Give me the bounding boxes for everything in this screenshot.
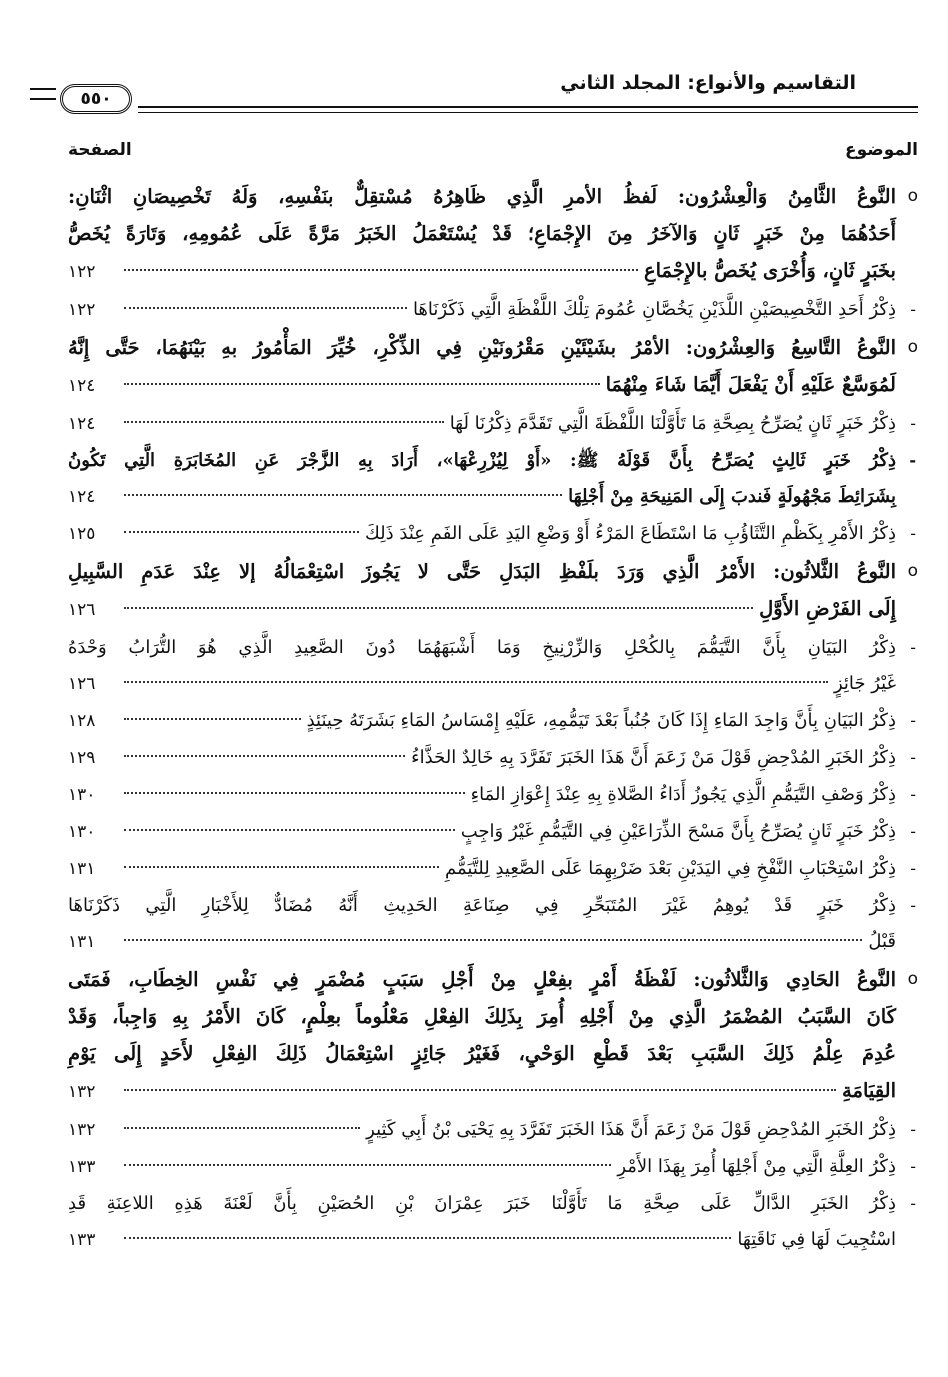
entry-text: ذِكْرُ أَحَدِ التَّخْصِيصَيْنِ اللَّذَيْنِ يَخُصَّانِ عُمُومَ تِلْكَ اللَّفْظَةِ الَّتِي ذَكَرْنَاهَا bbox=[412, 299, 896, 320]
entry-text: ذِكْرُ البَيَانِ بِأَنَّ وَاجِدَ المَاءِ إِذَا كَانَ جُنُباً بَعْدَ تَيَمُّمِهِ، عَلَيْهِ إِمْسَاسُ المَاءِ بَشَرَتَهُ حِينَئِذٍ bbox=[306, 710, 896, 731]
entry-last-line bbox=[68, 1072, 896, 1111]
dot-leader bbox=[124, 530, 359, 533]
dot-leader bbox=[124, 268, 638, 271]
dot-leader bbox=[124, 1163, 611, 1166]
entry-text: قَبْلُ bbox=[868, 931, 896, 952]
column-heading-topic: الموضوع bbox=[845, 140, 918, 160]
entry-page-number: ١٢٢ bbox=[68, 262, 96, 282]
entry-last-line bbox=[68, 924, 896, 960]
dot-leader bbox=[124, 606, 753, 609]
entry-text-line: النَّوعُ الثَّلاثُون: الأَمْرُ الَّذِي وَرَدَ بلَفْظِ البَدَلِ حَتَّى لا يَجُوزَ اسْتِعْمَالُهُ إلا عِنْدَ عَدَمِ السَّبِيلِ bbox=[68, 560, 896, 583]
toc-section-entry bbox=[68, 178, 918, 291]
entry-page-number: ١٣٢ bbox=[68, 1082, 96, 1102]
entry-page-number: ١٢٦ bbox=[68, 600, 96, 620]
circle-bullet-icon: o bbox=[907, 969, 918, 989]
entry-last-line bbox=[68, 406, 896, 442]
entry-last-line bbox=[68, 590, 896, 629]
dash-bullet-icon: - bbox=[910, 524, 916, 543]
entry-page-number: ١٢٤ bbox=[68, 414, 96, 434]
dot-leader bbox=[124, 1088, 836, 1091]
dot-leader bbox=[124, 493, 562, 496]
entry-last-line bbox=[68, 479, 896, 515]
entry-page-number: ١٢٩ bbox=[68, 748, 96, 768]
dash-bullet-icon: - bbox=[910, 785, 916, 804]
entry-page-number: ١٣٣ bbox=[68, 1230, 96, 1250]
column-headings bbox=[0, 140, 948, 170]
entry-text: القِيَامَةِ bbox=[842, 1079, 896, 1102]
dash-bullet-icon: - bbox=[910, 1120, 916, 1139]
entry-last-line bbox=[68, 814, 896, 850]
entry-text-line: أَحَدُهُمَا مِنْ خَبَرٍ ثَانٍ وَالآخَرُ مِنَ الإِجْمَاعِ؛ قَدْ يُسْتَعْمَلُ الخَبَرُ مَرَّةً عَلَى عُمُومِهِ، وَتَارَةً يُخَصُّ bbox=[68, 222, 896, 245]
toc-subentry bbox=[68, 814, 918, 850]
dash-bullet-icon: - bbox=[910, 859, 916, 878]
toc-subentry bbox=[68, 406, 918, 442]
entry-last-line bbox=[68, 1112, 896, 1148]
dot-leader bbox=[124, 754, 405, 757]
entry-page-number: ١٢٢ bbox=[68, 300, 96, 320]
circle-bullet-icon: o bbox=[907, 337, 918, 357]
entry-text-line: النَّوعُ الثَّامِنُ وَالْعِشْرُون: لَفظُ الأمرِ الَّذِي ظَاهِرُهُ مُسْتقِلٌّ بنَفْسِهِ، وَلَهُ تَخْصِيصَانِ اثْنَانِ: bbox=[68, 185, 896, 208]
entry-text: لَمُوَسَّعٌ عَلَيْهِ أَنْ يَفْعَلَ أَيَّمَا شَاءَ مِنْهُمَا bbox=[605, 373, 896, 396]
toc-subentry bbox=[68, 851, 918, 887]
dot-leader bbox=[124, 382, 600, 385]
entry-text: ذِكْرُ خَبَرٍ ثَانٍ يُصَرِّحُ بِأَنَّ مَسْحَ الذِّرَاعَيْنِ فِي التَّيَمُّمِ غَيْرُ وَاجِبٍ bbox=[460, 821, 896, 842]
dash-bullet-icon: - bbox=[910, 1194, 916, 1213]
dot-leader bbox=[124, 680, 828, 683]
entry-text-line: النَّوعُ الحَادِي وَالثَّلاثُون: لَفْظَةُ أَمْرٍ بفِعْلٍ مِنْ أَجْلِ سَبَبٍ مُضْمَرٍ فِي نَفْسِ الخِطَابِ، فَمَتَى bbox=[68, 968, 896, 991]
dash-bullet-icon: - bbox=[910, 711, 916, 730]
toc-section-entry bbox=[68, 961, 918, 1111]
dot-leader bbox=[124, 420, 444, 423]
dash-bullet-icon: - bbox=[910, 300, 916, 319]
dash-bullet-icon: - bbox=[909, 451, 916, 470]
toc-subentry bbox=[68, 443, 918, 515]
dot-leader bbox=[124, 717, 301, 720]
entry-last-line bbox=[68, 666, 896, 702]
entry-page-number: ١٣٠ bbox=[68, 785, 96, 805]
entry-text: غَيْرُ جَائِزٍ bbox=[833, 673, 896, 694]
entry-page-number: ١٣١ bbox=[68, 859, 96, 879]
dot-leader bbox=[124, 938, 862, 941]
toc-subentry bbox=[68, 1186, 918, 1258]
page-header bbox=[0, 62, 948, 122]
entry-text-line: ذِكْرُ خَبَرٍ قَدْ يُوهِمُ غَيْرَ المُتَبَحِّرِ فِي صِنَاعَةِ الحَدِيثِ أَنَّهُ مُضَادٌّ لِلأَخْبَارِ الَّتِي ذَكَرْنَاهَا bbox=[68, 895, 896, 916]
entry-text-line: عُدِمَ عِلْمُ ذَلِكَ السَّبَبِ بَعْدَ قَطْعِ الوَحْيِ، فَغَيْرُ جَائِزٍ اسْتِعْمَالُ ذَلِكَ الفِعْلِ لأَحَدٍ إِلَى يَوْمِ bbox=[68, 1042, 896, 1065]
dash-bullet-icon: - bbox=[910, 638, 916, 657]
dot-leader bbox=[124, 791, 465, 794]
column-heading-page: الصفحة bbox=[68, 140, 132, 160]
dash-bullet-icon: - bbox=[910, 1157, 916, 1176]
page-number: ٥٥٠ bbox=[60, 84, 132, 114]
table-of-contents bbox=[68, 178, 918, 1259]
entry-last-line bbox=[68, 252, 896, 291]
dot-leader bbox=[124, 1126, 360, 1129]
toc-subentry bbox=[68, 740, 918, 776]
toc-subentry bbox=[68, 1112, 918, 1148]
toc-subentry bbox=[68, 888, 918, 960]
entry-text-line: ذِكْرُ الخَبَرِ الدَّالِّ عَلَى صِحَّةِ مَا تَأَوَّلْنَا خَبَرَ عِمْرَانَ بْنِ الحُصَيْنِ بِأَنَّ لَعْنَةَ هَذِهِ اللاعِنَةِ قَدِ bbox=[68, 1193, 896, 1214]
dot-leader bbox=[124, 306, 407, 309]
entry-last-line bbox=[68, 516, 896, 552]
dash-bullet-icon: - bbox=[910, 896, 916, 915]
entry-text-line: ذِكْرُ خَبَرٍ ثَالِثٍ يُصَرِّحُ بِأَنَّ قَوْلَهُ ﷺ: «أَوْ لِيُزْرِعْهَا»، أَرَادَ بِهِ الزَّجْرَ عَنِ المُخَابَرَةِ الَّتِي تَكُونُ bbox=[68, 450, 896, 471]
entry-last-line bbox=[68, 292, 896, 328]
dash-bullet-icon: - bbox=[910, 748, 916, 767]
header-rule bbox=[138, 106, 918, 113]
toc-subentry bbox=[68, 1149, 918, 1185]
entry-last-line bbox=[68, 1149, 896, 1185]
entry-text: ذِكْرُ وَصْفِ التَّيَمُّمِ الَّذِي يَجُوزُ أَدَاءُ الصَّلاةِ بِهِ عِنْدَ إِعْوَازِ المَاءِ bbox=[470, 784, 896, 805]
entry-page-number: ١٢٥ bbox=[68, 524, 96, 544]
dot-leader bbox=[124, 1236, 731, 1239]
entry-last-line bbox=[68, 851, 896, 887]
entry-text: اسْتُجِيبَ لَهَا فِي نَاقَتِهَا bbox=[737, 1229, 896, 1250]
entry-page-number: ١٢٤ bbox=[68, 376, 96, 396]
entry-text: إِلَى الفَرْضِ الأَوَّلِ bbox=[759, 597, 896, 620]
toc-subentry bbox=[68, 292, 918, 328]
dot-leader bbox=[124, 828, 455, 831]
entry-text: بخَبَرٍ ثَانٍ، وَأُخْرَى يُخَصُّ بالإِجْمَاعِ bbox=[643, 259, 896, 282]
entry-text-line: كَانَ السَّبَبُ المُضْمَرُ الَّذِي مِنْ أَجْلِهِ أُمِرَ بِذَلِكَ الفِعْلِ مَعْلُوماً بعِلْمٍ، كَانَ الأَمْرُ بِهِ وَاجِباً، وَقَدْ bbox=[68, 1005, 896, 1028]
entry-text: ذِكْرُ الخَبَرِ المُدْحِضِ قَوْلَ مَنْ زَعَمَ أَنَّ هَذَا الخَبَرَ تَفَرَّدَ بِهِ خَالِدٌ الحَذَّاءُ bbox=[411, 747, 896, 768]
toc-section-entry bbox=[68, 553, 918, 629]
entry-text: ذِكْرُ العِلَّةِ الَّتِي مِنْ أَجْلِهَا أُمِرَ بِهَذَا الأَمْرِ bbox=[617, 1156, 896, 1177]
running-title: التقاسيم والأنواع: المجلد الثاني bbox=[560, 72, 856, 94]
dot-leader bbox=[124, 865, 439, 868]
entry-page-number: ١٣٠ bbox=[68, 822, 96, 842]
entry-page-number: ١٢٨ bbox=[68, 711, 96, 731]
entry-last-line bbox=[68, 777, 896, 813]
circle-bullet-icon: o bbox=[907, 561, 918, 581]
entry-text: ذِكْرُ الأَمْرِ بِكَظْمِ التَّثَاؤُبِ مَا اسْتَطَاعَ المَرْءُ أَوْ وَضْعِ اليَدِ عَلَى الفَمِ عِنْدَ ذَلِكَ bbox=[365, 523, 896, 544]
toc-subentry bbox=[68, 630, 918, 702]
entry-last-line bbox=[68, 740, 896, 776]
entry-text: ذِكْرُ اسْتِحْبَابِ النَّفْخِ فِي اليَدَيْنِ بَعْدَ ضَرْبِهِمَا عَلَى الصَّعِيدِ لِلتَّيَمُّمِ bbox=[445, 858, 896, 879]
entry-text-line: ذِكْرُ البَيَانِ بِأَنَّ التَّيَمُّمَ بِالكُحْلِ وَالزِّرْنِيخِ وَمَا أَشْبَهَهُمَا دُونَ الصَّعِيدِ الَّذِي هُوَ التُّرَابُ وَحْدَهُ bbox=[68, 637, 896, 658]
toc-subentry bbox=[68, 516, 918, 552]
entry-text: ذِكْرُ الخَبَرِ المُدْحِضِ قَوْلَ مَنْ زَعَمَ أَنَّ هَذَا الخَبَرَ تَفَرَّدَ بِهِ يَحْيَى بْنُ أَبِي كَثِيرٍ bbox=[366, 1119, 896, 1140]
entry-last-line bbox=[68, 703, 896, 739]
entry-page-number: ١٢٦ bbox=[68, 674, 96, 694]
entry-page-number: ١٢٤ bbox=[68, 487, 96, 507]
entry-page-number: ١٣٢ bbox=[68, 1120, 96, 1140]
entry-text-line: النَّوعُ التَّاسِعُ وَالعِشْرُون: الأمْرُ بشَيْئَيْنِ مَقْرُونَيْنِ فِي الذِّكْرِ، خُيِّرَ المَأْمُورُ بهِ بَيْنَهُمَا، حَتَّى إِنَّهُ bbox=[68, 336, 896, 359]
entry-page-number: ١٣٣ bbox=[68, 1157, 96, 1177]
entry-text: بِشَرَائِطَ مَجْهُولَةٍ فَندبَ إِلَى المَنِيحَةِ مِنْ أَجْلِهَا bbox=[568, 486, 896, 507]
toc-section-entry bbox=[68, 329, 918, 405]
entry-last-line bbox=[68, 366, 896, 405]
header-rule-left bbox=[30, 88, 56, 100]
dash-bullet-icon: - bbox=[910, 414, 916, 433]
toc-subentry bbox=[68, 777, 918, 813]
toc-subentry bbox=[68, 703, 918, 739]
circle-bullet-icon: o bbox=[907, 186, 918, 206]
dash-bullet-icon: - bbox=[910, 822, 916, 841]
entry-last-line bbox=[68, 1222, 896, 1258]
entry-page-number: ١٣١ bbox=[68, 932, 96, 952]
entry-text: ذِكْرُ خَبَرٍ ثَانٍ يُصَرِّحُ بِصِحَّةِ مَا تَأَوَّلْنَا اللَّفْظَةَ الَّتِي تَقَدَّمَ ذِكْرُنَا لَهَا bbox=[449, 413, 896, 434]
